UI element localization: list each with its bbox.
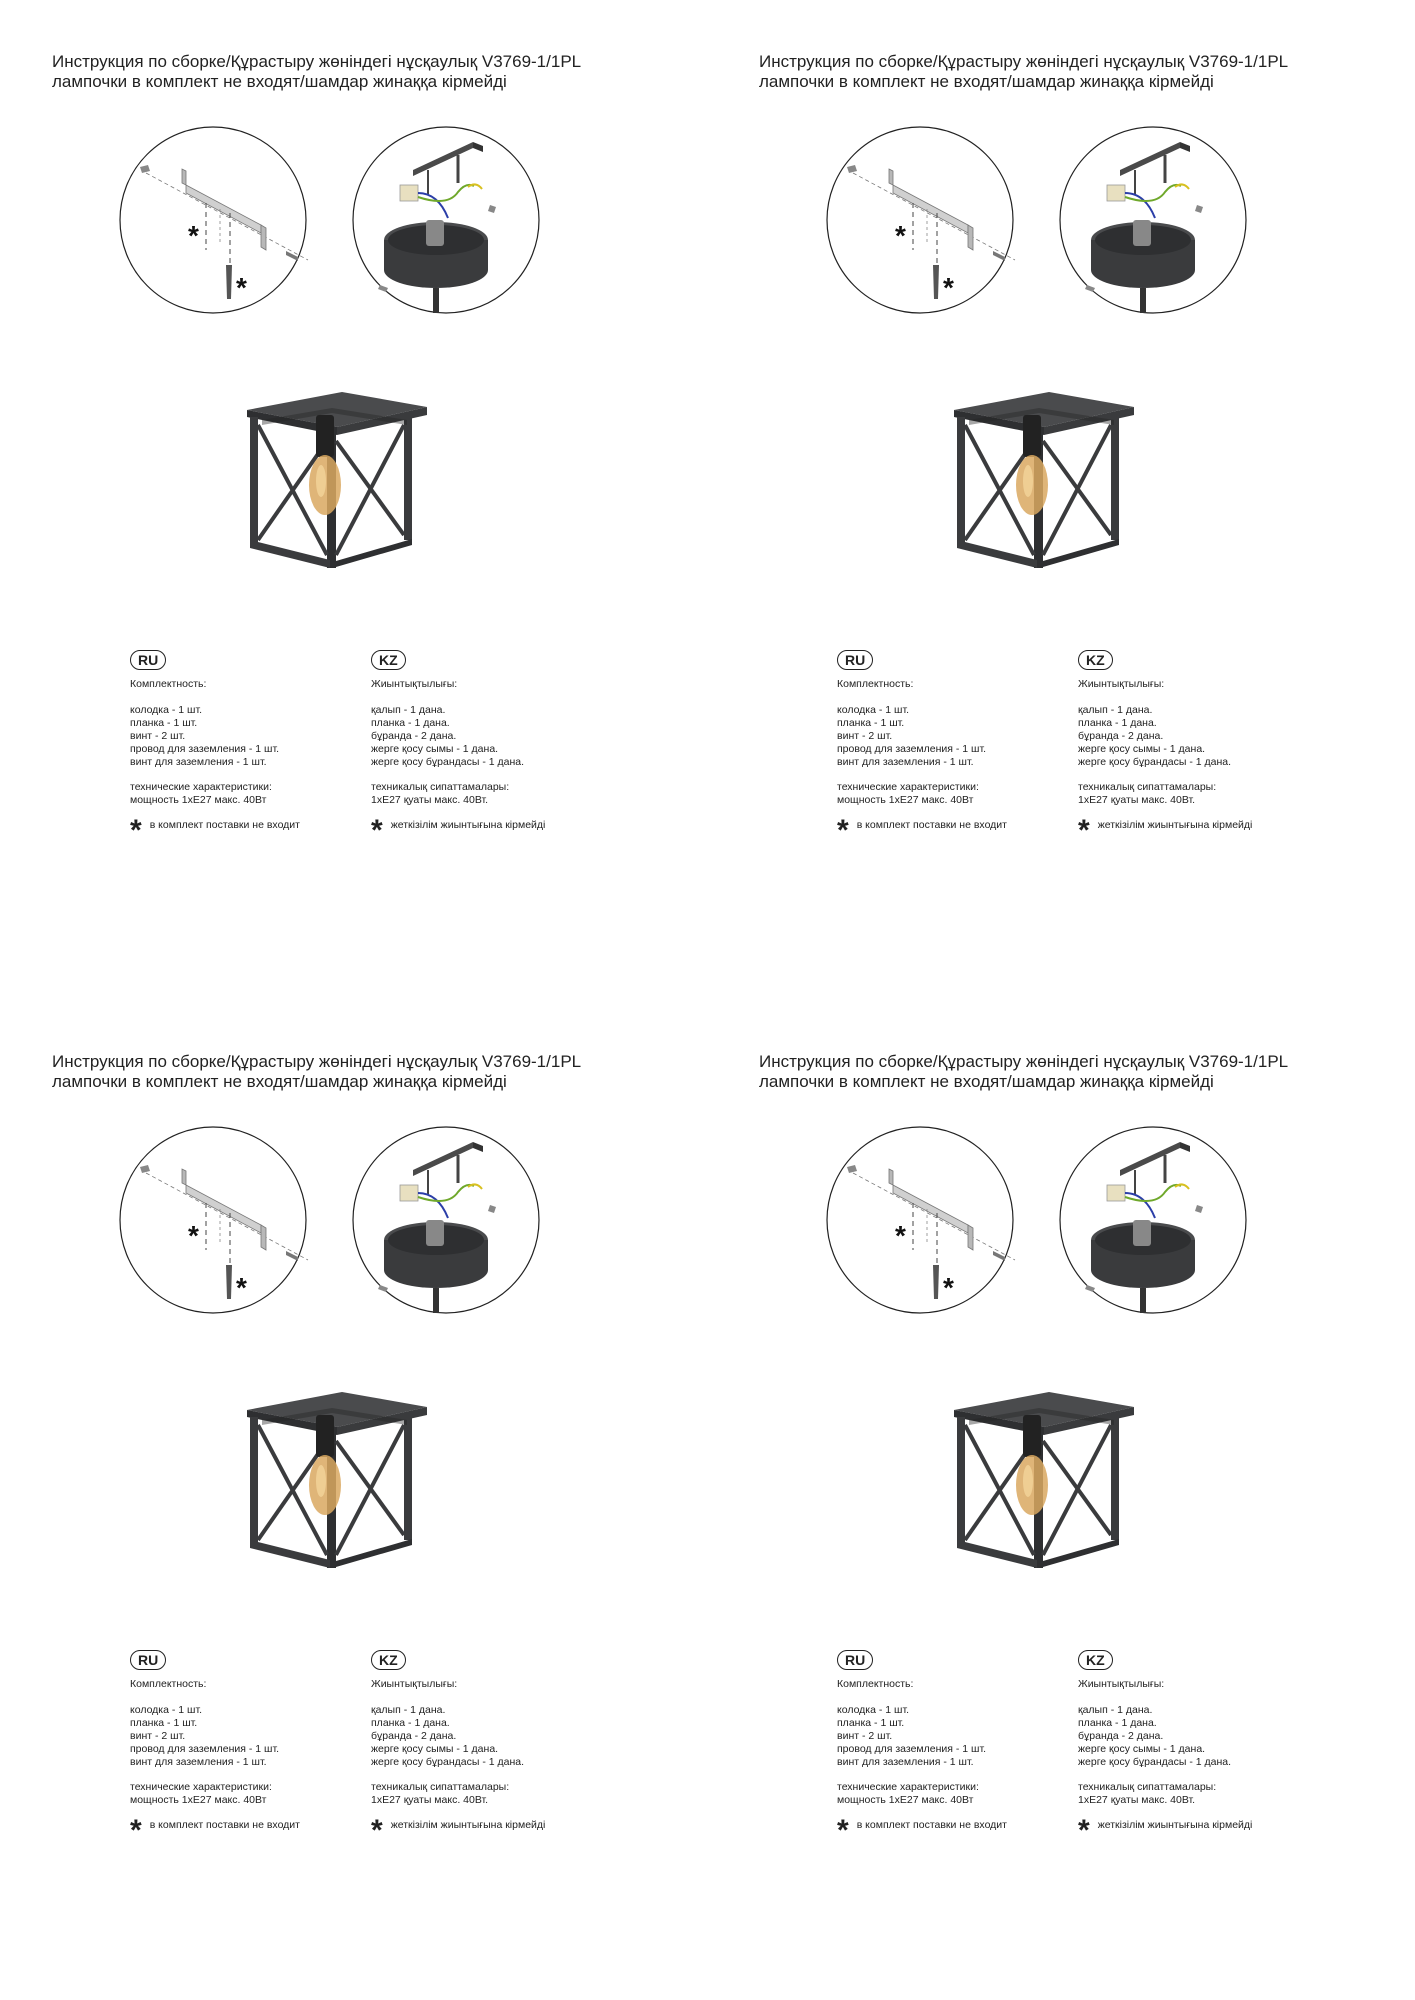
asterisk-mark: * (188, 1220, 199, 1251)
title-line-1: Инструкция по сборке/Құрастыру жөніндегі нұсқаулық V3769-1/1PL (759, 1052, 1289, 1071)
asterisk-mark: * (895, 1220, 906, 1251)
list-item: жерге қосу сымы - 1 дана. (371, 1743, 499, 1755)
ru-note-text: в комплект поставки не входит (856, 1818, 1007, 1831)
list-item: планка - 1 шт. (837, 717, 905, 729)
ceiling-lamp-image (232, 385, 432, 570)
ru-note (130, 1814, 360, 1847)
instruction-title (759, 52, 1288, 92)
instruction-sheet (707, 1000, 1414, 2000)
title-line-1: Инструкция по сборке/Құрастыру жөніндегі нұсқаулық V3769-1/1PL (759, 52, 1289, 71)
instruction-title (759, 1052, 1288, 1092)
kz-note-text: жеткізілім жиынтығына кірмейді (390, 818, 546, 831)
ru-spec-value: мощность 1хЕ27 макс. 40Вт (837, 794, 974, 806)
ru-section (130, 1650, 360, 1847)
list-item: жерге қосу сымы - 1 дана. (1078, 743, 1206, 755)
ru-heading: Комплектность: (837, 678, 914, 690)
ru-spec-value: мощность 1хЕ27 макс. 40Вт (130, 1794, 267, 1806)
list-item: бұранда - 2 дана. (371, 730, 457, 742)
kz-badge: KZ (1078, 1650, 1113, 1670)
mounting-bracket-detail (120, 1127, 308, 1313)
title-line-2: лампочки в комплект не входят/шамдар жинаққа кірмейді (52, 1072, 507, 1091)
ru-note (837, 1814, 1067, 1847)
list-item: винт для заземления - 1 шт. (837, 756, 974, 768)
asterisk-icon: * (1078, 1814, 1090, 1847)
kz-spec-value: 1хЕ27 қуаты макс. 40Вт. (1078, 1794, 1196, 1806)
canopy-wiring-detail (353, 1127, 539, 1313)
ceiling-lamp-image (939, 385, 1139, 570)
kz-section (1078, 650, 1318, 847)
ru-badge: RU (837, 650, 873, 670)
asterisk-mark: * (895, 220, 906, 251)
instruction-sheet (707, 0, 1414, 1000)
ceiling-lamp-image (939, 1385, 1139, 1570)
kz-spec-heading: техникалық сипаттамалары: (1078, 781, 1217, 793)
assembly-diagram (825, 1125, 1265, 1315)
mounting-bracket-detail (827, 127, 1015, 313)
list-item: винт - 2 шт. (130, 730, 186, 742)
kz-badge: KZ (371, 1650, 406, 1670)
title-line-1: Инструкция по сборке/Құрастыру жөніндегі нұсқаулық V3769-1/1PL (52, 52, 582, 71)
kz-spec-heading: техникалық сипаттамалары: (1078, 1781, 1217, 1793)
ru-heading: Комплектность: (130, 1678, 207, 1690)
list-item: жерге қосу бұрандасы - 1 дана. (1078, 1756, 1232, 1768)
ru-section (130, 650, 360, 847)
list-item: планка - 1 шт. (130, 1717, 198, 1729)
assembly-diagram (118, 1125, 558, 1315)
list-item: провод для заземления - 1 шт. (130, 1743, 280, 1755)
list-item: планка - 1 дана. (371, 1717, 450, 1729)
ru-note-text: в комплект поставки не входит (149, 818, 300, 831)
list-item: колодка - 1 шт. (837, 704, 910, 716)
mounting-bracket-detail (120, 127, 308, 313)
asterisk-icon: * (837, 1814, 849, 1847)
kz-spec-heading: техникалық сипаттамалары: (371, 781, 510, 793)
list-item: жерге қосу сымы - 1 дана. (1078, 1743, 1206, 1755)
title-line-2: лампочки в комплект не входят/шамдар жинаққа кірмейді (759, 72, 1214, 91)
assembly-diagram (118, 125, 558, 315)
list-item: винт - 2 шт. (130, 1730, 186, 1742)
ru-note (837, 814, 1067, 847)
ru-spec-value: мощность 1хЕ27 макс. 40Вт (130, 794, 267, 806)
ru-spec-heading: технические характеристики: (837, 1781, 979, 1793)
ru-section (837, 650, 1067, 847)
list-item: қалып - 1 дана. (371, 1704, 446, 1716)
canopy-wiring-detail (1060, 127, 1246, 313)
ru-badge: RU (130, 1650, 166, 1670)
list-item: винт для заземления - 1 шт. (130, 756, 267, 768)
asterisk-mark: * (236, 272, 247, 303)
asterisk-icon: * (371, 1814, 383, 1847)
asterisk-mark: * (943, 272, 954, 303)
asterisk-icon: * (371, 814, 383, 847)
asterisk-mark: * (236, 1272, 247, 1303)
list-item: жерге қосу бұрандасы - 1 дана. (371, 756, 525, 768)
list-item: колодка - 1 шт. (130, 1704, 203, 1716)
kz-note (1078, 1814, 1318, 1847)
kz-section (371, 650, 611, 847)
title-line-1: Инструкция по сборке/Құрастыру жөніндегі нұсқаулық V3769-1/1PL (52, 1052, 582, 1071)
list-item: винт - 2 шт. (837, 1730, 893, 1742)
ru-spec-heading: технические характеристики: (130, 1781, 272, 1793)
list-item: планка - 1 дана. (1078, 1717, 1157, 1729)
list-item: колодка - 1 шт. (837, 1704, 910, 1716)
title-line-2: лампочки в комплект не входят/шамдар жинаққа кірмейді (52, 72, 507, 91)
list-item: жерге қосу сымы - 1 дана. (371, 743, 499, 755)
ru-badge: RU (130, 650, 166, 670)
kz-note (1078, 814, 1318, 847)
ceiling-lamp-image (232, 1385, 432, 1570)
kz-note-text: жеткізілім жиынтығына кірмейді (1097, 1818, 1253, 1831)
list-item: винт для заземления - 1 шт. (130, 1756, 267, 1768)
ru-section (837, 1650, 1067, 1847)
kz-heading: Жиынтықтылығы: (371, 678, 458, 690)
kz-note-text: жеткізілім жиынтығына кірмейді (390, 1818, 546, 1831)
kz-heading: Жиынтықтылығы: (1078, 678, 1165, 690)
list-item: винт - 2 шт. (837, 730, 893, 742)
instruction-title (52, 1052, 581, 1092)
kz-note (371, 814, 611, 847)
kz-badge: KZ (371, 650, 406, 670)
kz-section (1078, 1650, 1318, 1847)
title-line-2: лампочки в комплект не входят/шамдар жинаққа кірмейді (759, 1072, 1214, 1091)
asterisk-icon: * (1078, 814, 1090, 847)
list-item: қалып - 1 дана. (1078, 704, 1153, 716)
ru-note-text: в комплект поставки не входит (856, 818, 1007, 831)
asterisk-mark: * (943, 1272, 954, 1303)
list-item: жерге қосу бұрандасы - 1 дана. (1078, 756, 1232, 768)
list-item: планка - 1 шт. (130, 717, 198, 729)
ru-note (130, 814, 360, 847)
list-item: провод для заземления - 1 шт. (837, 1743, 987, 1755)
list-item: бұранда - 2 дана. (1078, 730, 1164, 742)
ru-heading: Комплектность: (837, 1678, 914, 1690)
canopy-wiring-detail (353, 127, 539, 313)
list-item: провод для заземления - 1 шт. (837, 743, 987, 755)
list-item: провод для заземления - 1 шт. (130, 743, 280, 755)
kz-section (371, 1650, 611, 1847)
asterisk-icon: * (130, 1814, 142, 1847)
asterisk-icon: * (837, 814, 849, 847)
kz-spec-heading: техникалық сипаттамалары: (371, 1781, 510, 1793)
assembly-diagram (825, 125, 1265, 315)
instruction-title (52, 52, 581, 92)
list-item: планка - 1 дана. (371, 717, 450, 729)
canopy-wiring-detail (1060, 1127, 1246, 1313)
list-item: бұранда - 2 дана. (1078, 1730, 1164, 1742)
ru-badge: RU (837, 1650, 873, 1670)
asterisk-icon: * (130, 814, 142, 847)
kz-note (371, 1814, 611, 1847)
list-item: винт для заземления - 1 шт. (837, 1756, 974, 1768)
list-item: қалып - 1 дана. (371, 704, 446, 716)
kz-heading: Жиынтықтылығы: (371, 1678, 458, 1690)
list-item: бұранда - 2 дана. (371, 1730, 457, 1742)
kz-spec-value: 1хЕ27 қуаты макс. 40Вт. (371, 1794, 489, 1806)
kz-heading: Жиынтықтылығы: (1078, 1678, 1165, 1690)
ru-spec-heading: технические характеристики: (130, 781, 272, 793)
instruction-sheet (0, 1000, 707, 2000)
list-item: планка - 1 шт. (837, 1717, 905, 1729)
ru-note-text: в комплект поставки не входит (149, 1818, 300, 1831)
list-item: планка - 1 дана. (1078, 717, 1157, 729)
list-item: колодка - 1 шт. (130, 704, 203, 716)
list-item: қалып - 1 дана. (1078, 1704, 1153, 1716)
mounting-bracket-detail (827, 1127, 1015, 1313)
list-item: жерге қосу бұрандасы - 1 дана. (371, 1756, 525, 1768)
kz-spec-value: 1хЕ27 қуаты макс. 40Вт. (371, 794, 489, 806)
kz-badge: KZ (1078, 650, 1113, 670)
ru-spec-value: мощность 1хЕ27 макс. 40Вт (837, 1794, 974, 1806)
kz-spec-value: 1хЕ27 қуаты макс. 40Вт. (1078, 794, 1196, 806)
asterisk-mark: * (188, 220, 199, 251)
instruction-sheet (0, 0, 707, 1000)
ru-spec-heading: технические характеристики: (837, 781, 979, 793)
ru-heading: Комплектность: (130, 678, 207, 690)
kz-note-text: жеткізілім жиынтығына кірмейді (1097, 818, 1253, 831)
